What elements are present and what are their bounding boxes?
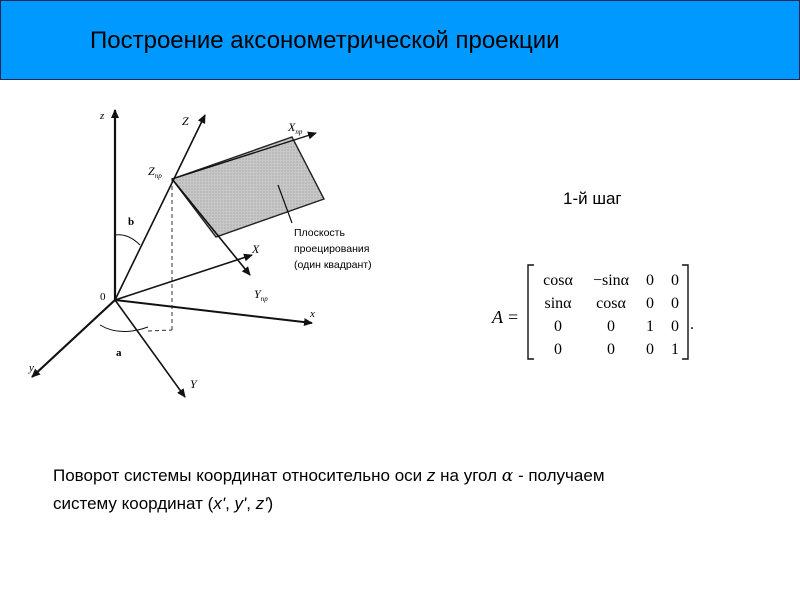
- label-x: x: [310, 308, 315, 320]
- axis-y: [32, 300, 115, 377]
- page-title: Построение аксонометрической проекции: [90, 27, 560, 54]
- matrix-cell: 0: [671, 318, 679, 335]
- matrix-cell: 0: [671, 295, 679, 312]
- title-banner: [0, 0, 800, 80]
- plane-label-line-2: проецирования: [294, 243, 370, 255]
- matrix-cell: 0: [554, 318, 562, 335]
- caption-text: [53, 462, 733, 517]
- matrix-cell: 0: [607, 318, 615, 335]
- label-Xpr: $X_{пр}$: [288, 120, 303, 136]
- caption-yp: y': [234, 494, 247, 513]
- caption-xp: x': [213, 494, 226, 513]
- label-Zpr: $Z_{пр}$: [148, 164, 162, 180]
- caption-sep: ,: [225, 494, 235, 513]
- caption-part: ): [267, 494, 274, 513]
- matrix-cell: 1: [671, 341, 679, 358]
- axis-X: [115, 255, 252, 300]
- matrix-cells: [543, 272, 679, 358]
- matrix-equals: =: [508, 307, 519, 327]
- matrix-cell: sinα: [544, 295, 572, 312]
- label-X: X: [252, 242, 260, 256]
- label-z: z: [100, 110, 105, 122]
- angle-a-arc: [100, 325, 148, 332]
- label-Ypr: $Y_{пр}$: [254, 287, 268, 303]
- matrix-cell: 0: [607, 341, 615, 358]
- matrix-end-punct: .: [690, 316, 694, 333]
- label-Y: Y: [190, 377, 197, 391]
- plane-label-line-1: Плоскость: [294, 227, 345, 239]
- caption-part: систему координат (: [53, 494, 214, 513]
- axis-Z: [115, 115, 205, 300]
- axonometric-figure: [20, 95, 440, 415]
- matrix-cell: 0: [646, 295, 654, 312]
- label-b: b: [128, 216, 135, 228]
- matrix-cell: cosα: [543, 272, 573, 289]
- caption-zp: z': [255, 494, 268, 513]
- matrix-name: A: [492, 307, 503, 327]
- matrix-cell: 0: [646, 341, 654, 358]
- plane-label-line-3: (один квадрант): [294, 259, 372, 271]
- axis-x: [115, 300, 312, 323]
- matrix-cell: 0: [671, 272, 679, 289]
- projection-plane: [172, 137, 324, 237]
- label-a: a: [116, 347, 122, 359]
- matrix-right-bracket: [682, 265, 688, 359]
- matrix-cell: 1: [646, 318, 654, 335]
- matrix-left-bracket: [528, 265, 534, 359]
- dashed-bottom: [148, 330, 172, 331]
- caption-part: на угол: [435, 466, 502, 485]
- caption-alpha: α: [501, 466, 514, 486]
- label-origin: 0: [100, 291, 106, 303]
- matrix-cell: cosα: [596, 295, 626, 312]
- step-label: 1-й шаг: [563, 189, 622, 208]
- caption-part: Поворот системы координат относительно оси: [53, 466, 427, 485]
- caption-part: - получаем: [513, 466, 605, 485]
- matrix-cell: 0: [554, 341, 562, 358]
- matrix-cell: 0: [646, 272, 654, 289]
- label-y: y: [29, 362, 34, 374]
- axis-Y: [115, 300, 185, 397]
- angle-b-arc: [115, 235, 140, 245]
- caption-axis-z: z: [426, 466, 436, 485]
- rotation-matrix: [480, 255, 705, 370]
- caption-sep: ,: [246, 494, 256, 513]
- label-Z: Z: [182, 114, 189, 128]
- matrix-cell: −sinα: [592, 272, 630, 289]
